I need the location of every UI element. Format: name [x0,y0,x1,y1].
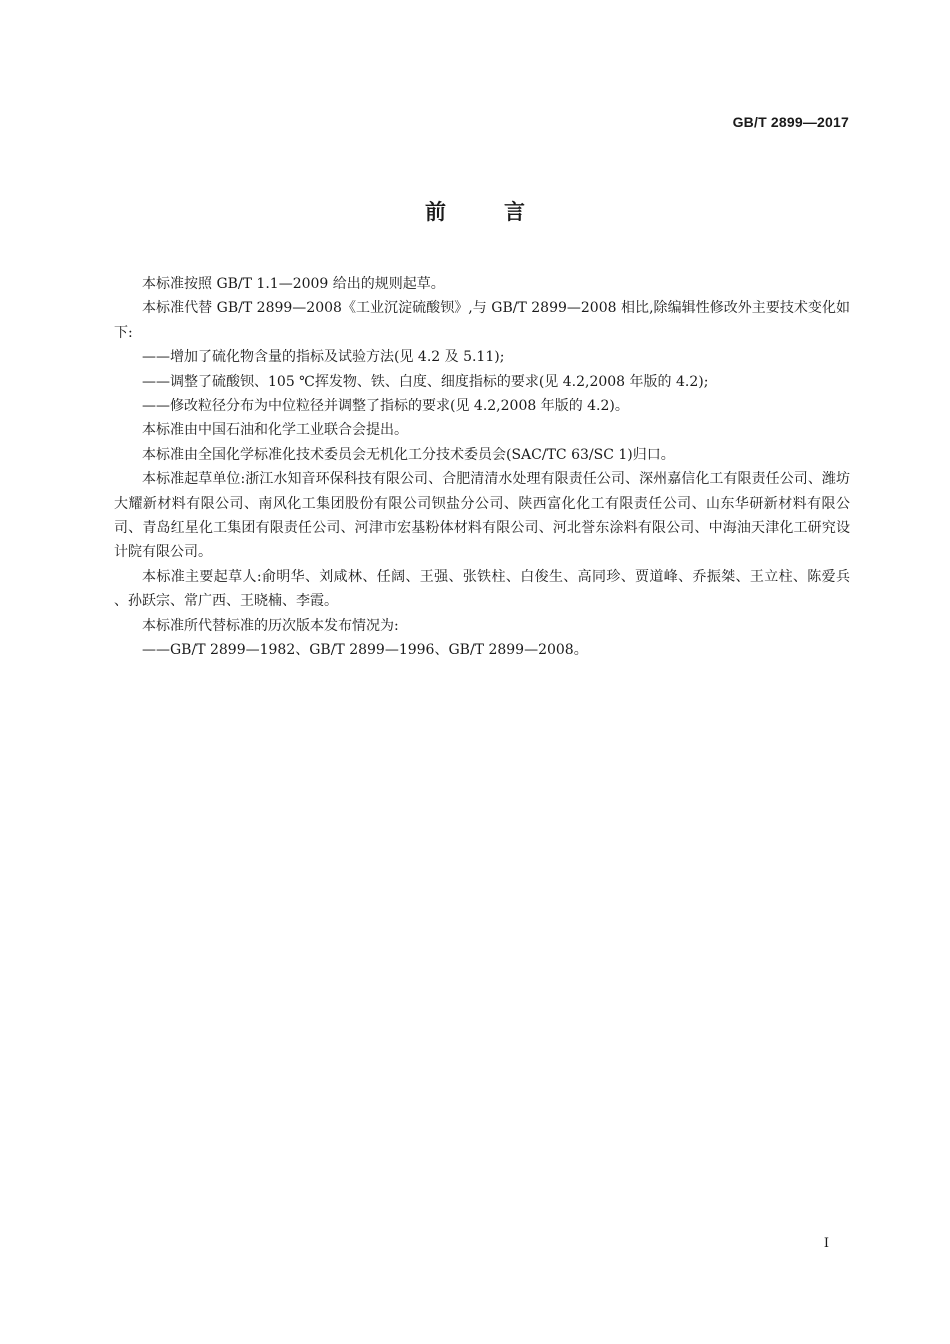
page-title: 前言 [425,200,583,224]
paragraph-replacement: 本标准代替 GB/T 2899—2008《工业沉淀硫酸钡》,与 GB/T 2899—2008 相比,除编辑性修改外主要技术变化如下: [114,300,850,341]
paragraph-change-2: ——调整了硫酸钡、105 ℃挥发物、铁、白度、细度指标的要求(见 4.2,2008 年版的 4.2); [142,373,709,390]
paragraph-drafters: 本标准主要起草人:俞明华、刘咸林、任阔、王强、张铁柱、白俊生、高同珍、贾道峰、乔振桀、王立柱、陈爱兵 、孙跃宗、常广西、王晓楠、李霞。 [114,568,850,610]
paragraph-change-3: ——修改粒径分布为中位粒径并调整了指标的要求(见 4.2,2008 年版的 4.2)。 [142,398,629,415]
standard-code: GB/T 2899—2017 [732,114,849,130]
paragraph-history-intro: 本标准所代替标准的历次版本发布情况为: [142,617,399,634]
preface-body [114,272,850,663]
paragraph-drafting-rules: 本标准按照 GB/T 1.1—2009 给出的规则起草。 [142,276,445,292]
paragraph-history-list: ——GB/T 2899—1982、GB/T 2899—1996、GB/T 2899—2008。 [142,642,588,659]
paragraph-change-1: ——增加了硫化物含量的指标及试验方法(见 4.2 及 5.11); [142,349,505,366]
paragraph-drafting-units: 本标准起草单位:浙江水知音环保科技有限公司、合肥清清水处理有限责任公司、深州嘉信化工有限责任公司、潍坊大耀新材料有限公司、南风化工集团股份有限公司钡盐分公司、陕西富化化工有限责任公司、山东华研新材料有限公司、青岛红星化工集团有限责任公司、河津市宏基粉体材料有限公司、河北誉东涂料有限公司、中海油天津化工研究设计院有限公司。 [114,471,850,561]
page-number: I [823,1236,829,1251]
paragraph-proposer: 本标准由中国石油和化学工业联合会提出。 [142,422,408,439]
paragraph-committee: 本标准由全国化学标准化技术委员会无机化工分技术委员会(SAC/TC 63/SC 1)归口。 [142,446,675,463]
